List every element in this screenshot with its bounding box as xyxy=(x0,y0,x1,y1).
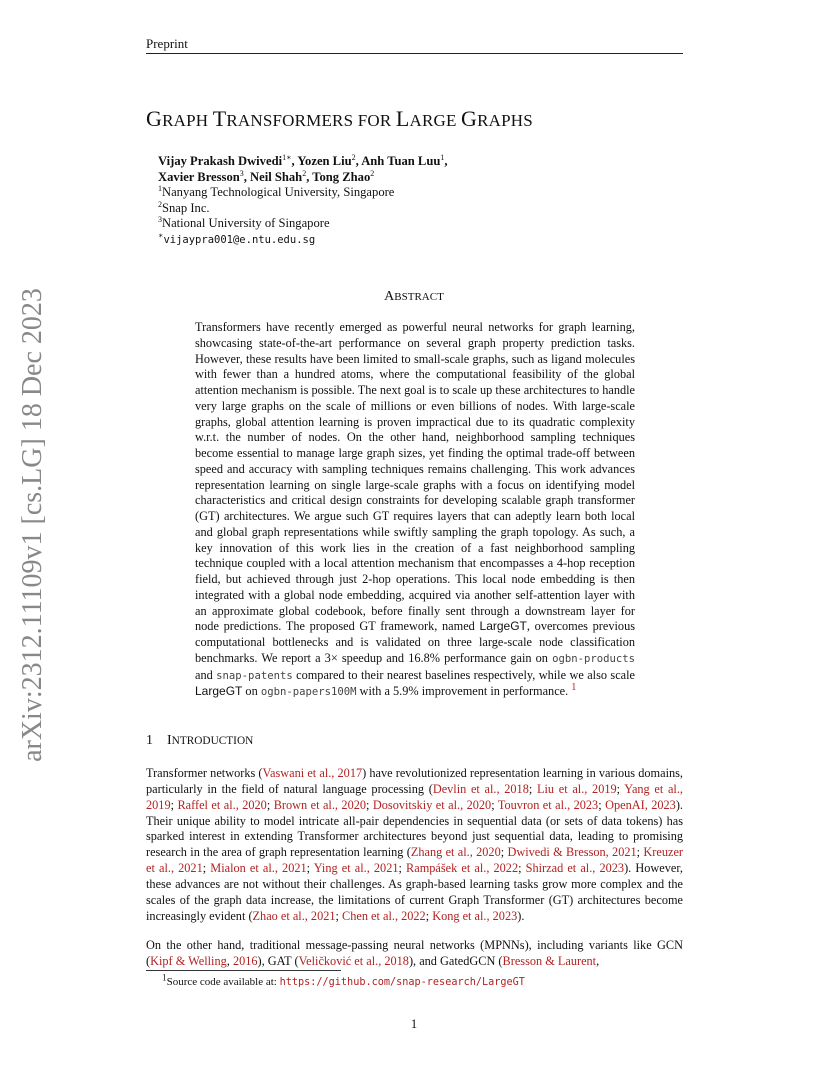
email-link[interactable]: vijaypra001@e.ntu.edu.sg xyxy=(163,233,316,246)
author-sup: 3 xyxy=(239,168,244,178)
citation-link[interactable]: Kong et al., 2023 xyxy=(432,908,518,923)
author-sup: 1 xyxy=(282,152,287,162)
title-part: G xyxy=(146,106,163,131)
citation-link[interactable]: Zhang et al., 2020 xyxy=(410,845,501,860)
author-line-2 xyxy=(158,170,448,186)
abstract-heading: ABSTRACT xyxy=(384,289,444,304)
page-number: 1 xyxy=(410,1017,418,1031)
author-name: Anh Tuan Luu xyxy=(361,154,441,168)
contact-email: ∗vijaypra001@e.ntu.edu.sg xyxy=(158,230,316,246)
citation-link[interactable]: Dwivedi & Bresson, 2021 xyxy=(507,845,637,860)
author-sup: 2 xyxy=(351,152,356,162)
intro-paragraph-1: Transformer networks (Vaswani et al., 2017) have revolutionized representation learning in various domains, particularly in the field of natural language processing (Devlin et al., 2018; Liu et al., 2019; Yang et al., 2019; Raffel et al., 2020; Brown et al., 2020; Dosovitskiy et al., 2020; Touvron et al., 2023; OpenAI, 2023). Their unique ability to model intricate all-pair dependencies in sequential data (or sets of data tokens) has sparked interest in extending Transformer architectures beyond just sequential data, leading to promising research in the area of graph representation learning (Zhang et al., 2020; Dwivedi & Bresson, 2021; Kreuzer et al., 2021; Mialon et al., 2021; Ying et al., 2021; Rampášek et al., 2022; Shirzad et al., 2023). However, these advances are not without their challenges. As graph-based learning tasks grow more complex and the scales of the graph data increase, the limitations of current Graph Transformer (GT) architectures become increasingly evident (Zhao et al., 2021; Chen et al., 2022; Kong et al., 2023). xyxy=(146,766,683,923)
author-name: Tong Zhao xyxy=(312,169,371,184)
citation-link[interactable]: 2016 xyxy=(232,953,258,968)
citation-link[interactable]: Kipf & Welling xyxy=(150,953,227,968)
citation-link[interactable]: Shirzad et al., 2023 xyxy=(525,861,625,876)
arxiv-stamp-text: arXiv:2312.11109v1 [cs.LG] 18 Dec 2023 xyxy=(17,288,48,762)
citation-link[interactable]: Zhao et al., 2021 xyxy=(252,908,336,923)
author-sep: , xyxy=(243,169,251,184)
footnote-rule xyxy=(146,970,341,971)
code-url-link[interactable]: https://github.com/snap-research/LargeGT xyxy=(279,977,525,988)
author-name: Xavier Bresson xyxy=(158,169,240,184)
dataset-name: ogbn-papers100M xyxy=(260,686,357,699)
citation-link[interactable]: Veličković et al., 2018 xyxy=(298,953,409,968)
citation-link[interactable]: Dosovitskiy et al., 2020 xyxy=(372,797,492,812)
citation-link[interactable]: OpenAI, 2023 xyxy=(605,797,676,812)
affiliation: $^2$Snap Inc. xyxy=(158,199,210,215)
title-part: L xyxy=(395,106,410,131)
author-sep: , xyxy=(444,154,448,168)
author-name: Neil Shah xyxy=(250,169,303,184)
model-name: LargeGT xyxy=(479,619,527,634)
citation-link[interactable]: Vaswani et al., 2017 xyxy=(262,766,363,780)
citation-link[interactable]: Ying et al., 2021 xyxy=(313,861,399,876)
author-sep: , xyxy=(355,154,362,168)
footnote-ref[interactable]: 1 xyxy=(571,682,577,694)
dataset-name: snap-patents xyxy=(216,669,293,682)
author-sep: , xyxy=(291,154,298,168)
author-line-1 xyxy=(158,154,448,170)
author-name: Vijay Prakash Dwivedi xyxy=(158,154,283,168)
citation-link[interactable]: Brown et al., 2020 xyxy=(273,797,367,812)
model-name: LargeGT xyxy=(195,684,243,699)
abstract-body: Transformers have recently emerged as powerful neural networks for graph learning, showcasing state-of-the-art performance on several graph property prediction tasks. However, these results have been limited to small-scale graphs, such as ligand molecules with fewer than a hundred atoms, where the computational feasibility of the global attention mechanism is possible. The next goal is to scale up these architectures to handle very large graphs on the scale of millions or even billions of nodes. With large-scale graphs, global attention learning is proven impractical due to its quadratic complexity w.r.t. the number of nodes. On the other hand, neighborhood sampling techniques become essential to manage large graph sizes, yet finding the optimal trade-off between speed and accuracy with sampling techniques remains challenging. This work advances representation learning on single large-scale graphs with a focus on identifying model characteristics and critical design constraints for developing scalable graph transformer (GT) architectures. We argue such GT requires layers that can adeptly learn both local and global graph representations while swiftly sampling the graph topology. As such, a key innovation of this work lies in the creation of a fast neighborhood sampling technique coupled with a local attention mechanism that encompasses a 4-hop reception field, but achieved through just 2-hop operations. This local node embedding is then integrated with a global node embedding, acquired via another self-attention layer with an approximate global codebook, before finally sent through a downstream layer for node predictions. The proposed GT framework, named LargeGT, overcomes previous computational bottlenecks and is validated on three large-scale node classification benchmarks. We report a 3× speedup and 16.8% performance gain on ogbn-products and snap-patents compared to their nearest baselines respectively, while we also scale LargeGT on ogbn-papers100M with a 5.9% improvement in performance. $^1$ xyxy=(195,320,635,699)
running-head: Preprint xyxy=(146,36,188,51)
footnote: $^1$Source code available at: https://github.com/snap-research/LargeGT xyxy=(162,972,525,988)
header-rule xyxy=(146,53,683,54)
author-name: Yozen Liu xyxy=(297,154,352,168)
title-part: ARGE xyxy=(409,111,461,130)
citation-link[interactable]: Mialon et al., 2021 xyxy=(210,861,307,876)
author-mark: ∗ xyxy=(286,152,292,162)
title-part: G xyxy=(461,106,478,131)
citation-link[interactable]: Kreuzer et al., 2021 xyxy=(146,845,683,876)
affiliation: $^1$Nanyang Technological University, Singapore xyxy=(158,183,395,199)
dataset-name: ogbn-products xyxy=(552,652,635,665)
paper-title xyxy=(146,106,533,132)
section-heading: 1 INTRODUCTION xyxy=(146,733,254,748)
citation-link[interactable]: Chen et al., 2022 xyxy=(342,908,426,923)
author-sup: 2 xyxy=(302,168,307,178)
arxiv-stamp xyxy=(3,290,63,760)
affiliation: $^3$National University of Singapore xyxy=(158,214,330,230)
title-part: RAPH xyxy=(162,111,213,130)
citation-link[interactable]: Touvron et al., 2023 xyxy=(497,797,599,812)
title-part: RANSFORMERS FOR xyxy=(226,111,396,130)
intro-paragraph-2: On the other hand, traditional message-passing neural networks (MPNNs), including variants like GCN (Kipf & Welling, 2016), GAT (Veličković et al., 2018), and GatedGCN (Bresson & Laurent, xyxy=(146,938,683,968)
title-part: RAPHS xyxy=(477,111,533,130)
author-sep: , xyxy=(306,169,313,184)
author-sup: 2 xyxy=(370,168,375,178)
citation-link[interactable]: Yang et al., 2019 xyxy=(146,781,683,812)
citation-link[interactable]: Bresson & Laurent xyxy=(502,953,597,968)
author-block xyxy=(158,154,448,248)
citation-link[interactable]: Devlin et al., 2018 xyxy=(432,781,529,796)
citation-link[interactable]: Raffel et al., 2020 xyxy=(177,797,267,812)
author-sup: 1 xyxy=(440,152,445,162)
citation-link[interactable]: Liu et al., 2019 xyxy=(536,781,617,796)
title-part: T xyxy=(212,106,227,131)
citation-link[interactable]: Rampášek et al., 2022 xyxy=(406,861,519,876)
